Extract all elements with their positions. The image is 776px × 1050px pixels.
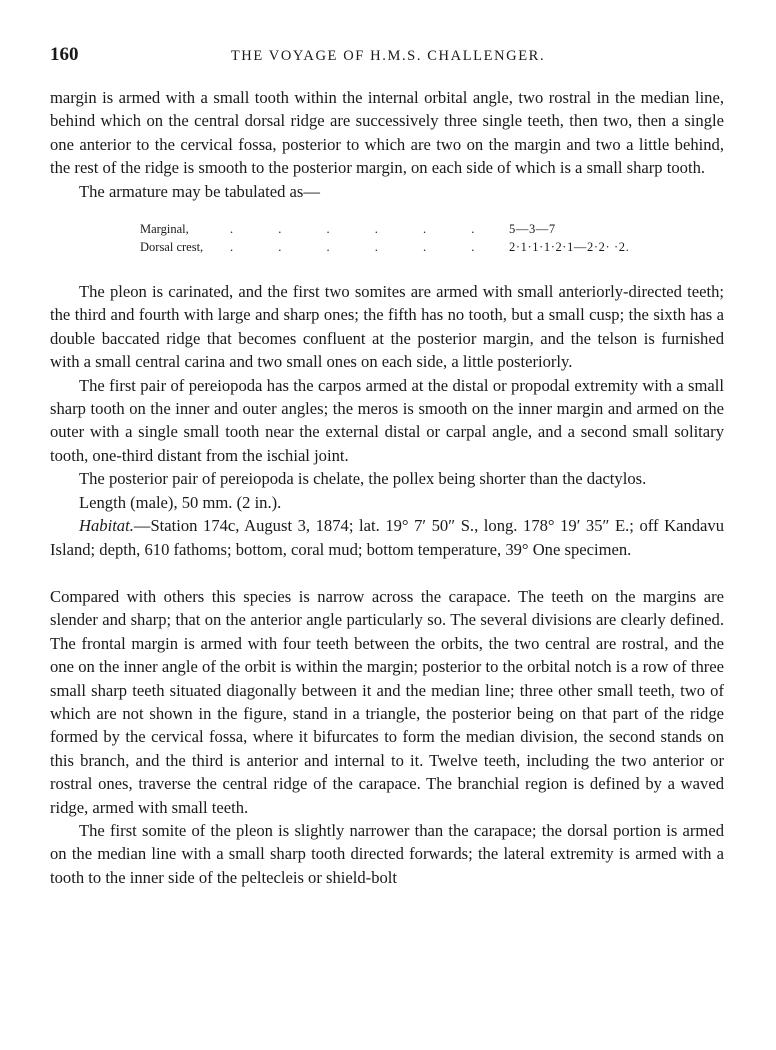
habitat-text: —Station 174c, August 3, 1874; lat. 19° 7′ 50″ S., long. 178° 19′ 35″ E.; off Kandavu Island; depth, 610 fathoms; bottom, coral mud; bottom temperature, 39° One specimen. — [50, 516, 724, 559]
armature-leader-dots: . . . . . . — [230, 222, 475, 237]
paragraph-first-pereiopoda: The first pair of pereiopoda has the carpos armed at the distal or propodal extremity with a small sharp tooth on the inner and outer angles; the meros is smooth on the inner margin and armed on the outer with a single small tooth near the external distal or carpal angle, and a second small solitary tooth, one-third distant from the ischial joint. — [50, 375, 724, 465]
armature-leader-dots: . . . . . . — [230, 240, 475, 255]
page-number: 160 — [50, 44, 79, 65]
armature-label: Dorsal crest, — [140, 240, 204, 255]
armature-table — [140, 220, 724, 256]
paragraph-length: Length (male), 50 mm. (2 in.). — [79, 492, 282, 512]
section-gap — [50, 561, 724, 585]
paragraph-habitat — [50, 514, 724, 561]
paragraph-pleon: The pleon is carinated, and the first two somites are armed with small anteriorly-directed teeth; the third and fourth with large and sharp ones; the fifth has no tooth, but a small cusp; the sixth has a double baccated ridge that becomes confluent at the posterior margin, and the telson is furnished with a small central carina and two small ones on each side, a little posteriorly. — [50, 282, 724, 372]
habitat-label: Habitat. — [79, 516, 134, 536]
body-text — [50, 86, 724, 889]
running-title: THE VOYAGE OF H.M.S. CHALLENGER. — [230, 48, 546, 64]
armature-label: Marginal, — [140, 222, 189, 237]
armature-row-dorsal-crest — [140, 238, 724, 256]
paragraph-first-somite: The first somite of the pleon is slightly narrower than the carapace; the dorsal portion is armed on the median line with a small sharp tooth directed forwards; the lateral extremity is armed with a tooth to the inner side of the peltecleis or shield-bolt — [50, 820, 724, 887]
paragraph-posterior-pereiopoda: The posterior pair of pereiopoda is chelate, the pollex being shorter than the dactylos. — [79, 469, 647, 489]
armature-value: 2·1·1·1·2·1—2·2· ·2. — [509, 240, 630, 255]
armature-value: 5—3—7 — [509, 222, 556, 237]
armature-row-marginal — [140, 220, 724, 238]
paragraph-armature-intro: The armature may be tabulated as— — [79, 181, 320, 201]
page-header — [50, 44, 726, 68]
paragraph-continuation: margin is armed with a small tooth within the internal orbital angle, two rostral in the median line, behind which on the central dorsal ridge are successively three single teeth, then two, then a single one anterior to the cervical fossa, posterior to which are two on the margin and two a little behind, the rest of the ridge is smooth to the posterior margin, on each side of which is a small sharp tooth. — [50, 88, 724, 178]
paragraph-comparison: Compared with others this species is narrow across the carapace. The teeth on the margins are slender and sharp; that on the anterior angle particularly so. The several divisions are clearly defined. The frontal margin is armed with four teeth between the orbits, the two central are rostral, and the one on the inner angle of the orbit is within the margin; posterior to the orbital notch is a row of three small sharp teeth situated diagonally between it and the median line; three other small teeth, two of which are not shown in the figure, stand in a triangle, the posterior being on that part of the ridge formed by the cervical fossa, where it bifurcates to form the median division, the second stands on this branch, and the third is anterior and internal to it. Twelve teeth, including the two anterior or rostral ones, traverse the central ridge of the carapace. The branchial region is defined by a waved ridge, armed with small teeth. — [50, 586, 724, 817]
